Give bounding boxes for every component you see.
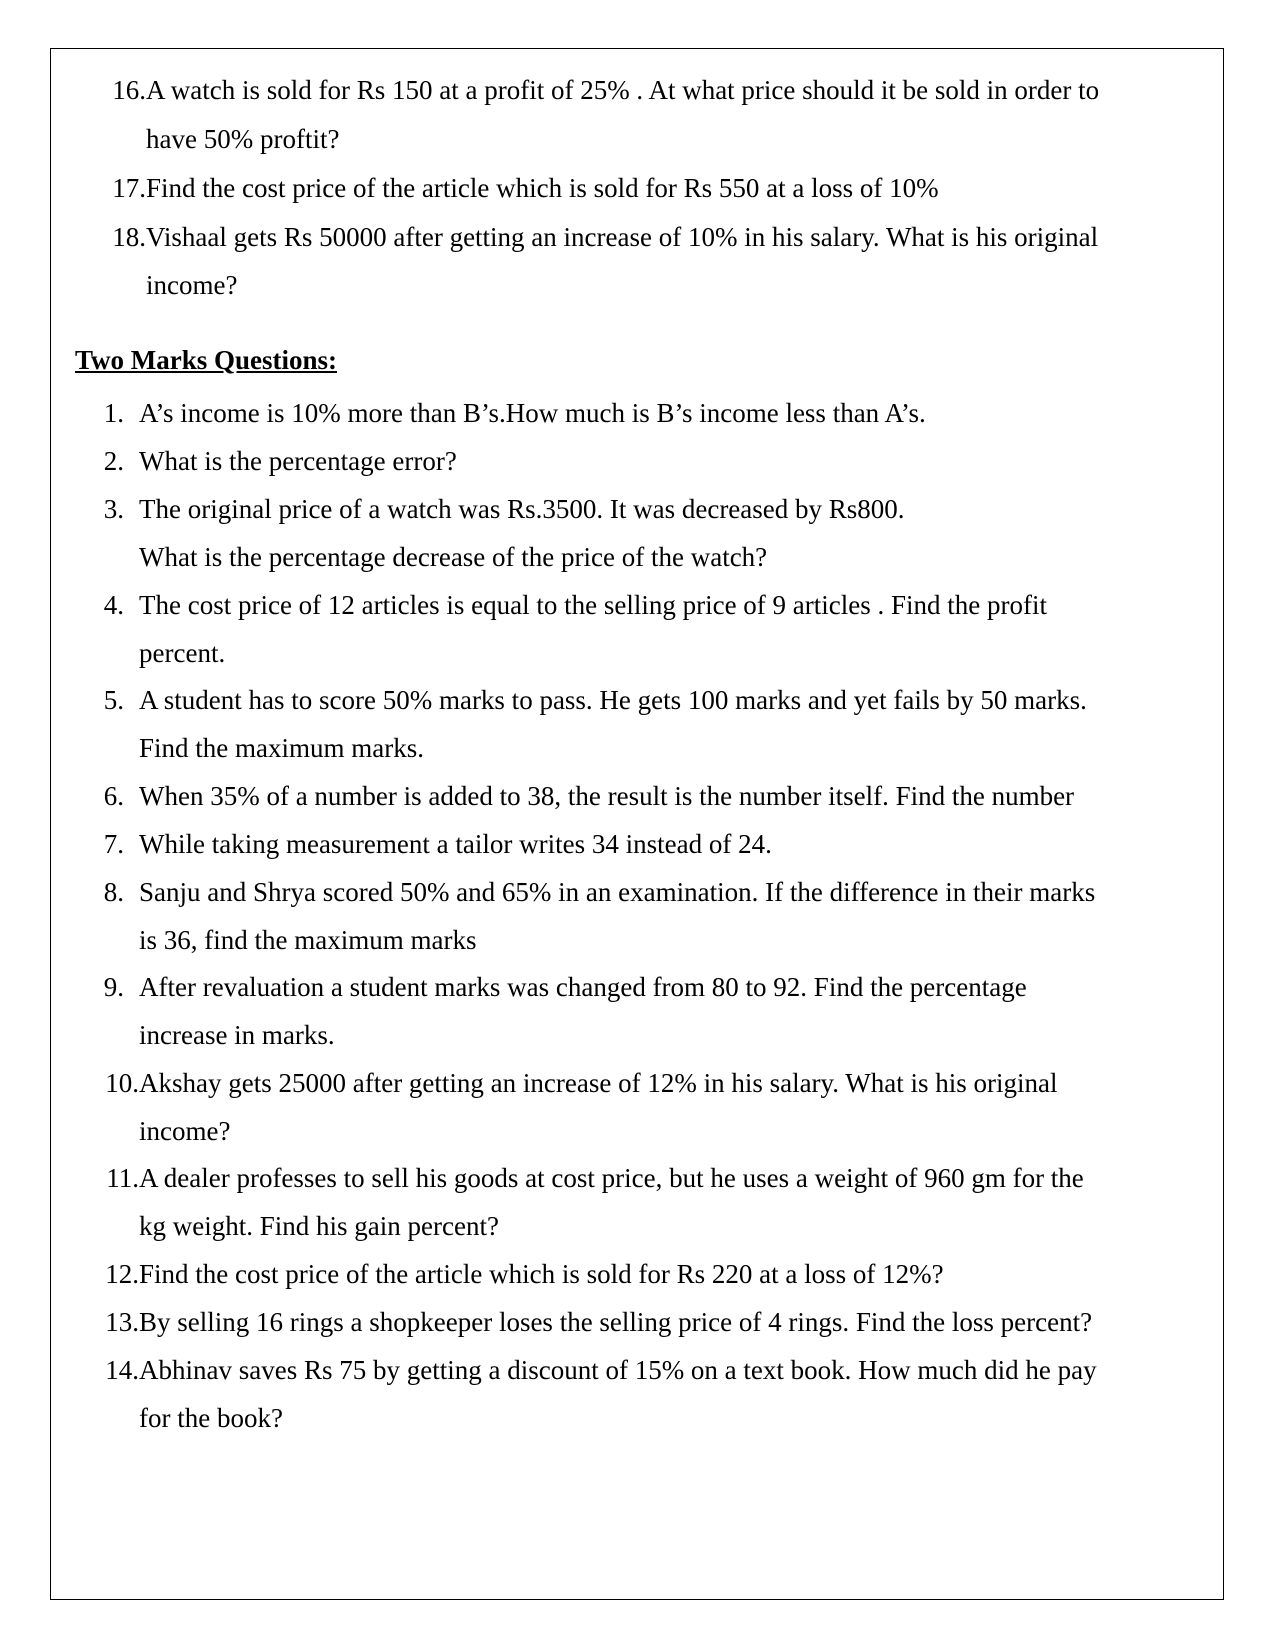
question-number: 5. bbox=[103, 685, 124, 715]
question-number: 17. bbox=[112, 173, 146, 203]
question-number: 2. bbox=[103, 446, 124, 476]
question-text-line: A watch is sold for Rs 150 at a profit of 25% . At what price should it be sold in order to bbox=[146, 75, 1100, 105]
question-number: 9. bbox=[103, 972, 124, 1002]
question-text-line: The cost price of 12 articles is equal to the selling price of 9 articles . Find the profit bbox=[139, 590, 1047, 620]
question-text-line: income? bbox=[139, 1116, 231, 1146]
question-text-line: Find the cost price of the article which is sold for Rs 550 at a loss of 10% bbox=[146, 173, 939, 203]
question-text-line: While taking measurement a tailor writes 34 instead of 24. bbox=[139, 829, 772, 859]
question-number: 12. bbox=[105, 1259, 139, 1289]
question-text-line: A dealer professes to sell his goods at cost price, but he uses a weight of 960 gm for the bbox=[139, 1163, 1084, 1193]
question-text-line: When 35% of a number is added to 38, the result is the number itself. Find the number bbox=[139, 781, 1075, 811]
question-text-line: Vishaal gets Rs 50000 after getting an increase of 10% in his salary. What is his original bbox=[146, 222, 1099, 252]
question-text-line: What is the percentage error? bbox=[139, 446, 457, 476]
question-number: 10. bbox=[105, 1068, 139, 1098]
section-heading: Two Marks Questions: bbox=[75, 345, 338, 375]
question-text-line: A student has to score 50% marks to pass. He gets 100 marks and yet fails by 50 marks. bbox=[139, 685, 1087, 715]
question-text-line: By selling 16 rings a shopkeeper loses the selling price of 4 rings. Find the loss percent? bbox=[139, 1307, 1093, 1337]
question-number: 11. bbox=[106, 1163, 139, 1193]
question-text-line: A’s income is 10% more than B’s.How much is B’s income less than A’s. bbox=[139, 398, 926, 428]
question-number: 18. bbox=[112, 222, 146, 252]
question-text-line: percent. bbox=[139, 638, 226, 668]
question-text-line: Find the cost price of the article which is sold for Rs 220 at a loss of 12%? bbox=[139, 1259, 944, 1289]
question-text-line: Abhinav saves Rs 75 by getting a discount of 15% on a text book. How much did he pay bbox=[139, 1355, 1097, 1385]
question-number: 4. bbox=[103, 590, 124, 620]
question-text-line: for the book? bbox=[139, 1403, 283, 1433]
question-text-line: income? bbox=[146, 270, 238, 300]
question-text-line: Akshay gets 25000 after getting an increase of 12% in his salary. What is his original bbox=[139, 1068, 1058, 1098]
question-number: 3. bbox=[103, 494, 124, 524]
question-number: 1. bbox=[103, 398, 124, 428]
question-text-line: Find the maximum marks. bbox=[139, 733, 424, 763]
question-text-line: increase in marks. bbox=[139, 1020, 335, 1050]
question-text-line: Sanju and Shrya scored 50% and 65% in an examination. If the difference in their marks bbox=[139, 877, 1096, 907]
question-text-line: kg weight. Find his gain percent? bbox=[139, 1211, 499, 1241]
question-number: 7. bbox=[103, 829, 124, 859]
question-text-line: The original price of a watch was Rs.3500. It was decreased by Rs800. bbox=[139, 494, 905, 524]
question-number: 6. bbox=[103, 781, 124, 811]
question-text-line: is 36, find the maximum marks bbox=[139, 925, 477, 955]
question-number: 14. bbox=[105, 1355, 139, 1385]
question-number: 16. bbox=[112, 75, 146, 105]
question-text-line: After revaluation a student marks was changed from 80 to 92. Find the percentage bbox=[139, 972, 1027, 1002]
question-text-line: What is the percentage decrease of the price of the watch? bbox=[139, 542, 768, 572]
question-number: 8. bbox=[103, 877, 124, 907]
question-number: 13. bbox=[105, 1307, 139, 1337]
question-text-line: have 50% proftit? bbox=[146, 124, 340, 154]
